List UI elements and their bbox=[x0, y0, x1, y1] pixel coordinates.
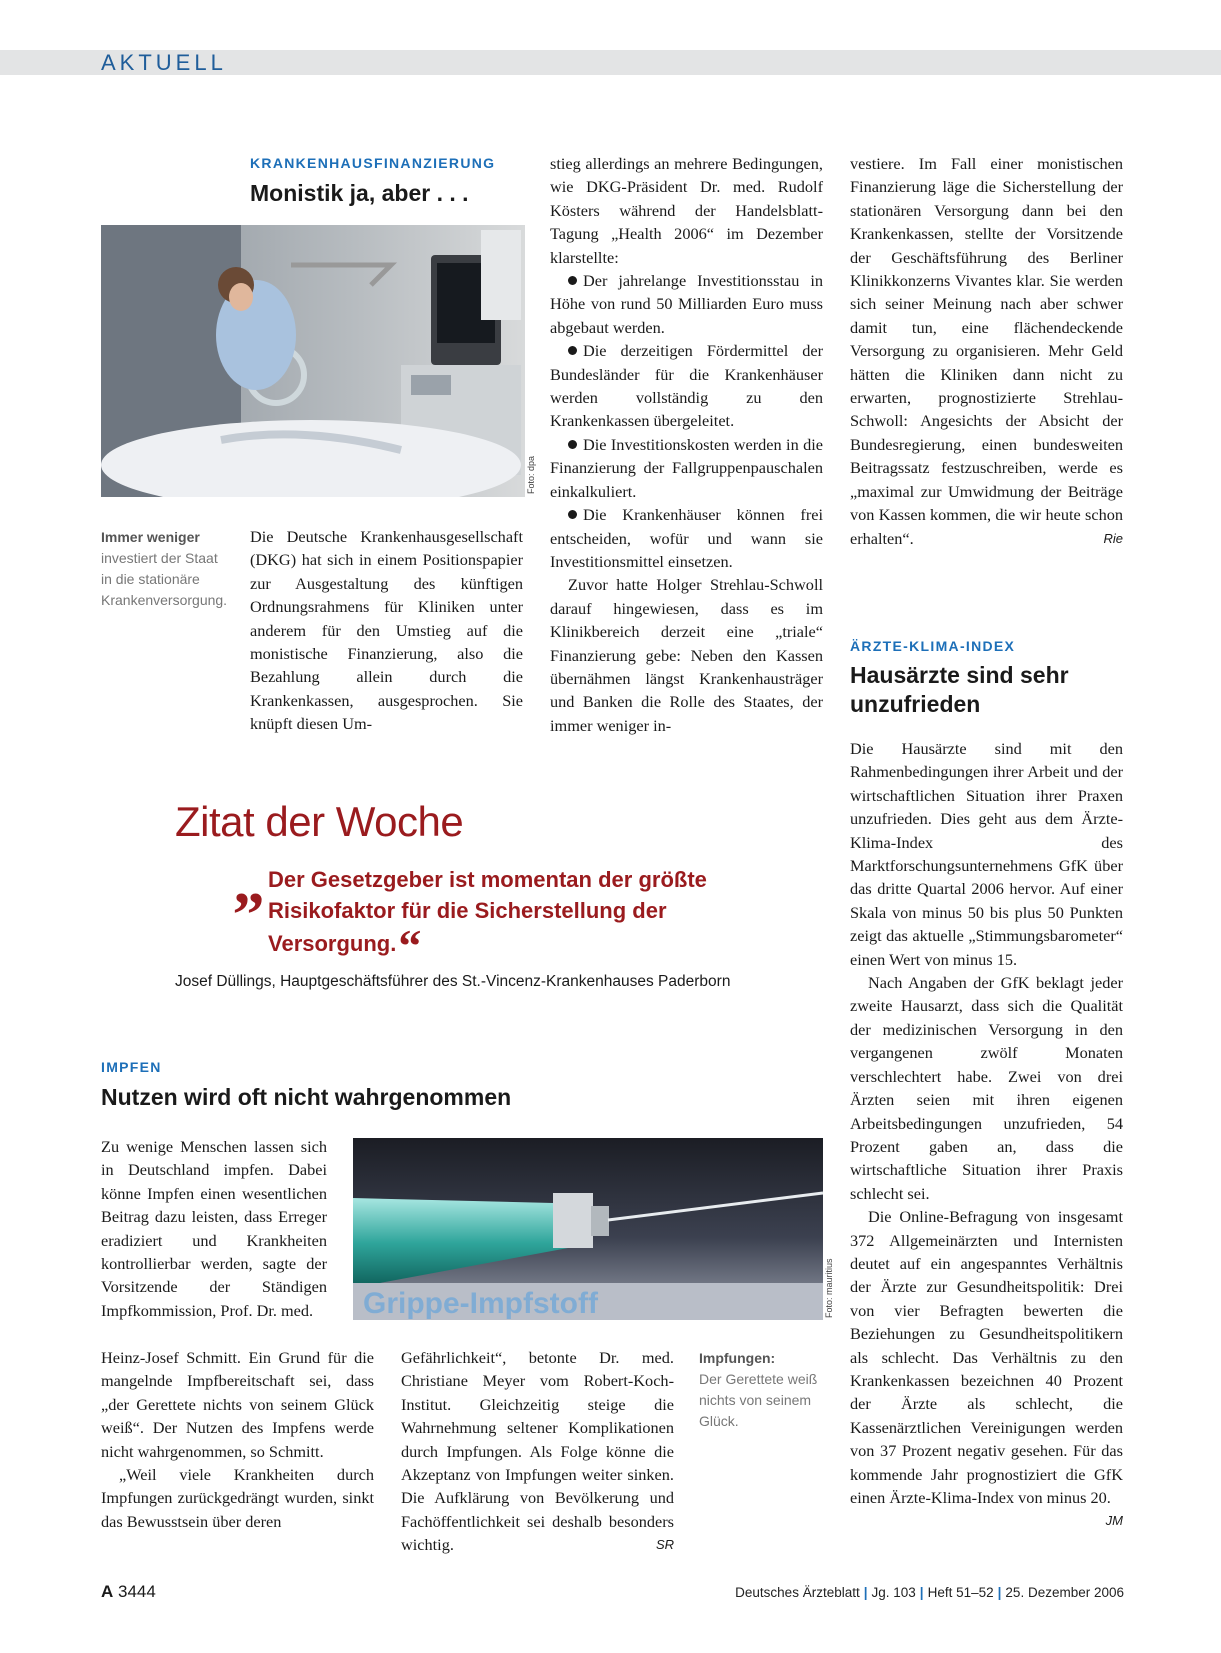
bullet-dot bbox=[568, 440, 577, 449]
page-number-value: 3444 bbox=[118, 1582, 156, 1601]
article1-kicker: KRANKENHAUSFINANZIERUNG bbox=[250, 155, 496, 171]
hospital-photo bbox=[101, 225, 525, 497]
article3-caption-text: Der Gerettete weiß nichts von seinem Glück. bbox=[699, 1371, 818, 1429]
quote-text: Der Gesetzgeber ist momentan der größte Risikofaktor für die Sicherstellung der Versorgung. bbox=[268, 867, 707, 956]
syringe-photo bbox=[353, 1138, 823, 1320]
article2-paragraph: Die Online-Befragung von insgesamt 372 Allgemeinärzten und Internisten deutet auf ein angespanntes Verhältnis der Ärzte zur Gesundheitspolitik: Drei von vier Befragten bewerten die Beziehungen zu Gesundheitspolitikern als schlecht. Das Verhältnis zu den Krankenkassen bezeichnen 40 Prozent der Ärzte als schlecht, die Kassenärztlichen Vereinigungen werden von 37 Prozent negativ gesehen. Für das kommende Jahr prognostiziert die GfK einen Ärzte-Klima-Index von minus 20. bbox=[850, 1207, 1123, 1507]
bullet-dot bbox=[568, 276, 577, 285]
article1-signature: Rie bbox=[1103, 530, 1123, 546]
article1-headline: Monistik ja, aber . . . bbox=[250, 180, 469, 206]
footer-volume: Jg. 103 bbox=[871, 1585, 916, 1600]
bullet-item: Die Investitionskosten werden in die Finanzierung der Fallgruppenpauschalen einkalkuliert. bbox=[550, 434, 823, 501]
bullet-item: Die Krankenhäuser können frei entscheiden, wofür und wann sie Investitionsmittel einsetzen. bbox=[550, 505, 823, 571]
article3-col1-top bbox=[101, 1135, 327, 1322]
article3-col1-bottom-text: Heinz-Josef Schmitt. Ein Grund für die mangelnde Impfbereitschaft sei, dass „der Gerettete nichts von seinem Glück weiß“. Der Nutzen des Impfens werde nicht wahrgenommen, so Schmitt. bbox=[101, 1348, 374, 1461]
article1-col1-text: Die Deutsche Krankenhausgesellschaft (DKG) hat sich in einem Positionspapier zur Ausgestaltung des künftigen Ordnungsrahmens für Kliniken unter anderem für den Umstieg auf die monistische Finanzierung, also die Bezahlung allein durch die Krankenkassen, ausgesprochen. Sie knüpft diesen Um- bbox=[250, 527, 523, 734]
article3-caption bbox=[699, 1348, 824, 1432]
article2-paragraph: Die Hausärzte sind mit den Rahmenbedingungen ihrer Arbeit und der wirtschaftlichen Situation ihrer Praxen unzufrieden. Dies geht aus dem Ärzte-Klima-Index des Marktforschungsunternehmens GfK über das dritte Quartal 2006 hervor. Auf einer Skala von minus 50 bis plus 50 Punkten zeigt das aktuelle „Stimmungsbarometer“ einen Wert von minus 15. bbox=[850, 739, 1123, 969]
quote-box-title: Zitat der Woche bbox=[175, 798, 464, 845]
article2-signature: JM bbox=[1105, 1513, 1123, 1529]
article2-paragraph: Nach Angaben der GfK beklagt jeder zweite Hausarzt, dass sich die Qualität der medizinischen Versorgung in den vergangenen zwölf Monaten verschlechtert habe. Zwei von drei Ärzten seien mit ihren eigenen Arbeitsbedingungen unzufrieden, 54 Prozent gaben an, dass die wirtschaftliche Situation ihrer Praxis schlecht sei. bbox=[850, 973, 1123, 1203]
quote-open-mark bbox=[233, 846, 265, 917]
quote-close-glyph: “ bbox=[398, 920, 422, 971]
article1-col1 bbox=[250, 525, 523, 736]
footer-publication bbox=[735, 1585, 1124, 1600]
article2-body bbox=[850, 737, 1123, 1533]
article1-col3-text: vestiere. Im Fall einer monistischen Finanzierung läge die Sicherstellung der stationären Versorgung dann bei den Krankenkassen, stellte der Vorsitzende der Geschäftsführung des Berliner Klinikkonzerns Vivantes klar. Sie werden sich seiner Meinung nach aber schwer damit tun, eine flächendeckende Versorgung zu organisieren. Mehr Geld hätten die Kliniken dann nicht zu erwarten, prognostizierte Strehlau-Schwoll: Angesichts der Absicht der Bundesregierung, einen bundesweiten Beitragssatz festzuschreiben, werde es „maximal zur Umwidmung der Beiträge von Kassen kommen, die wir heute schon erhalten“. bbox=[850, 154, 1123, 548]
article2-headline: Hausärzte sind sehr unzufrieden bbox=[850, 662, 1069, 717]
article1-col2-end: Zuvor hatte Holger Strehlau-Schwoll darauf hingewiesen, dass es im Klinikbereich derzeit eine „triale“ Finanzierung gebe: Neben den Kassen übernähmen längst Krankenhausträger und Banken die Rolle des Staates, der immer weniger in- bbox=[550, 575, 823, 735]
footer-separator: | bbox=[919, 1585, 924, 1600]
article1-photo-credit: Foto: dpa bbox=[526, 455, 536, 494]
article3-col1-top-text: Zu wenige Menschen lassen sich in Deutschland impfen. Dabei könne Impfen einen wesentlichen Beitrag dazu leisten, dass Erreger eradiziert und Krankheiten kontrollierbar werden, sagte der Vorsitzende der Ständigen Impfkommission, Prof. Dr. med. bbox=[101, 1137, 327, 1320]
article3-kicker: IMPFEN bbox=[101, 1059, 162, 1075]
article1-caption-text: investiert der Staat in die stationäre Krankenversorgung. bbox=[101, 550, 228, 608]
section-label: AKTUELL bbox=[101, 50, 227, 75]
article1-col2 bbox=[550, 152, 823, 737]
article3-headline: Nutzen wird oft nicht wahrgenommen bbox=[101, 1084, 512, 1110]
bullet-item: Die derzeitigen Fördermittel der Bundesländer für die Krankenhäuser werden vollständig zu den Krankenkassen übergeleitet. bbox=[550, 341, 823, 431]
article1-caption bbox=[101, 527, 231, 611]
footer-date: 25. Dezember 2006 bbox=[1005, 1585, 1124, 1600]
bullet-dot bbox=[568, 510, 577, 519]
article3-photo-credit: Foto: mauritius bbox=[824, 1258, 834, 1318]
footer-journal: Deutsches Ärzteblatt bbox=[735, 1585, 860, 1600]
footer-issue: Heft 51–52 bbox=[927, 1585, 994, 1600]
quote-attribution: Josef Düllings, Hauptgeschäftsführer des St.-Vincenz-Krankenhauses Paderborn bbox=[175, 973, 731, 990]
syringe-photo-text: Grippe-Impfstoff bbox=[363, 1287, 598, 1320]
article3-col2 bbox=[401, 1346, 674, 1557]
footer-separator: | bbox=[997, 1585, 1002, 1600]
bullet-dot bbox=[568, 346, 577, 355]
article3-caption-bold: Impfungen: bbox=[699, 1350, 776, 1366]
article3-col2-text: Gefährlichkeit“, betonte Dr. med. Christiane Meyer vom Robert-Koch-Institut. Gleichzeitig steige die Wahrnehmung seltener Komplikationen durch Impfungen. Als Folge könne die Akzeptanz von Impfungen weiter sinken. Die Aufklärung von Bevölkerung und Fachöffentlichkeit sei deshalb besonders wichtig. bbox=[401, 1348, 674, 1555]
article3-col1-bottom bbox=[101, 1346, 374, 1533]
article3-col1-para2: „Weil viele Krankheiten durch Impfungen zurückgedrängt wurden, sinkt das Bewusstsein über deren bbox=[101, 1465, 374, 1531]
article1-caption-bold: Immer weniger bbox=[101, 529, 200, 545]
quote-open-glyph: „ bbox=[233, 846, 265, 917]
article1-col3 bbox=[850, 152, 1123, 550]
article2-kicker: ÄRZTE-KLIMA-INDEX bbox=[850, 638, 1016, 654]
footer-separator: | bbox=[863, 1585, 868, 1600]
page-number bbox=[101, 1582, 156, 1602]
quote-text-block bbox=[268, 864, 708, 971]
page-prefix: A bbox=[101, 1582, 114, 1601]
article1-col2-intro: stieg allerdings an mehrere Bedingungen, wie DKG-Präsident Dr. med. Rudolf Kösters während der Handelsblatt-Tagung „Health 2006“ im Dezember klarstellte: bbox=[550, 154, 823, 267]
article3-signature: SR bbox=[655, 1537, 674, 1553]
bullet-item: Der jahrelange Investitionsstau in Höhe von rund 50 Milliarden Euro muss abgebaut werden. bbox=[550, 271, 823, 337]
